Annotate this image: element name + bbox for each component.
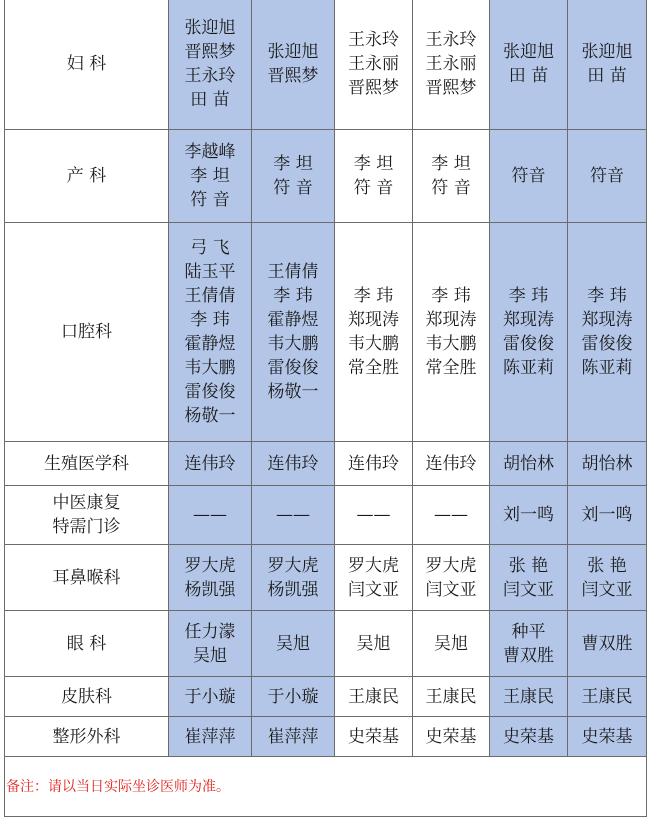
department-cell [5,611,169,677]
doctor-name: 雷俊俊 [267,358,319,378]
doctor-name: 雷俊俊 [503,334,554,354]
doctor-name: 王永玲 [184,66,236,86]
doctor-name: 雷俊俊 [184,382,236,402]
doctor-cell [169,677,252,717]
doctor-name: 李 坦 [273,154,313,174]
doctor-name: 连伟玲 [267,453,319,474]
doctor-name: 张 艳 [587,555,627,576]
footnote: 备注：请以当日实际坐诊医师为准。 [6,779,230,795]
doctor-name: 刘一鸣 [503,505,554,525]
doctor-cell [169,486,252,545]
doctor-name: 田 苗 [587,66,627,86]
doctor-name: 李 玮 [190,310,230,330]
doctor-name: 于小璇 [184,686,236,707]
department-cell [5,486,169,545]
doctor-name: 杨敬一 [184,406,236,426]
department-cell [5,545,169,611]
doctor-cell [169,442,252,486]
doctor-name: 罗大虎 [425,555,477,576]
doctor-name: 符 音 [190,190,230,210]
doctor-name: 霍静煜 [267,310,319,330]
doctor-name: 胡怡林 [503,453,554,474]
department-cell [5,0,169,130]
doctor-cell [413,442,490,486]
doctor-name: 刘一鸣 [581,505,633,525]
doctor-name: 李越峰 [184,142,236,162]
doctor-name: 常全胜 [348,358,399,378]
doctor-name: 吴旭 [276,633,310,654]
doctor-cell [413,486,490,545]
doctor-name: 王康民 [348,686,399,707]
doctor-name: 连伟玲 [348,453,399,474]
doctor-cell [568,717,647,757]
doctor-name: 杨敬一 [267,382,319,402]
department-label: 眼 科 [66,633,107,654]
doctor-cell [335,0,413,130]
doctor-cell [490,130,568,223]
doctor-cell [335,677,413,717]
doctor-name: 曹双胜 [503,645,554,666]
department-label: 妇 科 [66,54,107,74]
doctor-name: 于小璇 [267,686,319,707]
doctor-name: 张迎旭 [267,42,319,62]
schedule-row [5,717,647,757]
doctor-cell [252,486,335,545]
doctor-cell [413,0,490,130]
doctor-cell [568,0,647,130]
doctor-name: 杨凯强 [267,579,319,600]
doctor-name: 李 坦 [353,154,394,174]
doctor-cell [568,442,647,486]
doctor-cell [252,130,335,223]
doctor-name: 吴旭 [193,645,227,666]
doctor-cell [568,130,647,223]
doctor-name: —— [193,505,227,525]
schedule-row [5,486,647,545]
doctor-cell [490,486,568,545]
doctor-cell [413,611,490,677]
department-label: 生殖医学科 [44,453,129,474]
doctor-name: —— [276,505,310,525]
department-cell [5,677,169,717]
schedule-row [5,545,647,611]
doctor-name: 张迎旭 [503,42,554,62]
doctor-name: 闫文亚 [348,579,399,600]
doctor-name: 王倩倩 [184,286,236,306]
doctor-name: 符 音 [273,178,313,198]
doctor-name: 王永玲 [425,30,477,50]
doctor-cell [490,223,568,442]
doctor-cell [490,717,568,757]
doctor-name: 弓 飞 [190,238,230,258]
doctor-name: 王康民 [581,686,633,707]
doctor-name: 郑现涛 [425,310,477,330]
doctor-cell [568,223,647,442]
schedule-row [5,442,647,486]
doctor-cell [252,677,335,717]
doctor-name: 张迎旭 [581,42,633,62]
schedule-row [5,611,647,677]
doctor-name: 崔萍萍 [184,726,236,747]
doctor-cell [252,223,335,442]
schedule-row [5,130,647,223]
department-label: 中医康复 [52,493,121,513]
doctor-name: 王倩倩 [267,262,319,282]
doctor-name: 韦大鹏 [425,334,477,354]
doctor-cell [413,677,490,717]
doctor-cell [169,611,252,677]
doctor-cell [413,223,490,442]
doctor-name: 王永玲 [348,30,399,50]
doctor-cell [335,223,413,442]
doctor-cell [490,545,568,611]
doctor-name: 郑现涛 [581,310,633,330]
doctor-name: 李 玮 [431,286,471,306]
doctor-name: —— [356,505,391,525]
doctor-name: 任力濛 [184,621,236,642]
doctor-cell [490,611,568,677]
doctor-name: 符 音 [353,178,394,198]
doctor-name: 李 坦 [190,166,230,186]
doctor-name: 李 玮 [273,286,313,306]
doctor-name: 罗大虎 [267,555,319,576]
department-label: 整形外科 [52,726,121,747]
doctor-cell [335,130,413,223]
department-cell [5,717,169,757]
doctor-name: 韦大鹏 [267,334,319,354]
doctor-cell [252,0,335,130]
doctor-name: 晋熙梦 [348,78,399,98]
doctor-name: 种平 [511,621,546,642]
doctor-cell [252,611,335,677]
doctor-name: 胡怡林 [581,453,633,474]
doctor-name: 吴旭 [434,633,468,654]
doctor-cell [252,545,335,611]
doctor-name: 吴旭 [356,633,391,654]
doctor-name: 曹双胜 [581,633,633,654]
doctor-name: 罗大虎 [348,555,399,576]
doctor-name: 闫文亚 [425,579,477,600]
doctor-name: 晋熙梦 [425,78,477,98]
schedule-table [4,0,647,757]
doctor-name: 郑现涛 [348,310,399,330]
department-cell [5,442,169,486]
doctor-cell [413,130,490,223]
doctor-cell [568,486,647,545]
department-label: 口腔科 [61,322,112,342]
doctor-name: 陈亚莉 [581,358,633,378]
doctor-name: 李 玮 [508,286,549,306]
doctor-cell [568,611,647,677]
department-label: 皮肤科 [61,686,112,707]
doctor-cell [335,611,413,677]
schedule-row [5,677,647,717]
doctor-name: 李 坦 [431,154,471,174]
department-label: 特需门诊 [52,517,121,537]
doctor-name: 李 玮 [587,286,627,306]
doctor-name: 史荣基 [503,726,554,747]
doctor-name: 郑现涛 [503,310,554,330]
doctor-name: 崔萍萍 [267,726,319,747]
doctor-name: 李 玮 [353,286,394,306]
doctor-name: 符音 [511,166,546,186]
department-cell [5,130,169,223]
doctor-cell [490,442,568,486]
doctor-cell [490,0,568,130]
doctor-cell [169,223,252,442]
doctor-name: 晋熙梦 [184,42,236,62]
doctor-name: 张 艳 [508,555,549,576]
doctor-name: 王永丽 [425,54,477,74]
doctor-name: 陆玉平 [184,262,236,282]
doctor-name: 连伟玲 [184,453,236,474]
doctor-name: 霍静煜 [184,334,236,354]
doctor-name: 常全胜 [425,358,477,378]
doctor-name: 史荣基 [425,726,477,747]
doctor-cell [568,545,647,611]
doctor-name: 罗大虎 [184,555,236,576]
department-label: 耳鼻喉科 [52,567,121,588]
doctor-name: 张迎旭 [184,18,236,38]
doctor-cell [413,545,490,611]
doctor-cell [252,442,335,486]
doctor-cell [169,545,252,611]
doctor-cell [568,677,647,717]
doctor-name: 田 苗 [508,66,549,86]
doctor-name: 符音 [590,166,624,186]
doctor-name: 王康民 [503,686,554,707]
doctor-name: 王永丽 [348,54,399,74]
doctor-cell [413,717,490,757]
department-label: 产 科 [66,166,107,186]
doctor-name: 王康民 [425,686,477,707]
department-cell [5,223,169,442]
doctor-cell [169,130,252,223]
doctor-cell [169,0,252,130]
doctor-cell [335,442,413,486]
schedule-row [5,223,647,442]
doctor-name: 雷俊俊 [581,334,633,354]
doctor-name: 杨凯强 [184,579,236,600]
doctor-name: 符 音 [431,178,471,198]
doctor-cell [335,486,413,545]
schedule-row [5,0,647,130]
doctor-name: 晋熙梦 [267,66,319,86]
doctor-cell [169,717,252,757]
doctor-cell [252,717,335,757]
doctor-name: 史荣基 [348,726,399,747]
doctor-name: 连伟玲 [425,453,477,474]
doctor-name: 韦大鹏 [184,358,236,378]
doctor-cell [490,677,568,717]
doctor-name: 陈亚莉 [503,358,554,378]
doctor-cell [335,545,413,611]
doctor-name: 韦大鹏 [348,334,399,354]
doctor-name: 史荣基 [581,726,633,747]
doctor-name: —— [434,505,468,525]
doctor-name: 闫文亚 [581,579,633,600]
doctor-cell [335,717,413,757]
doctor-name: 田 苗 [190,90,230,110]
doctor-name: 闫文亚 [503,579,554,600]
